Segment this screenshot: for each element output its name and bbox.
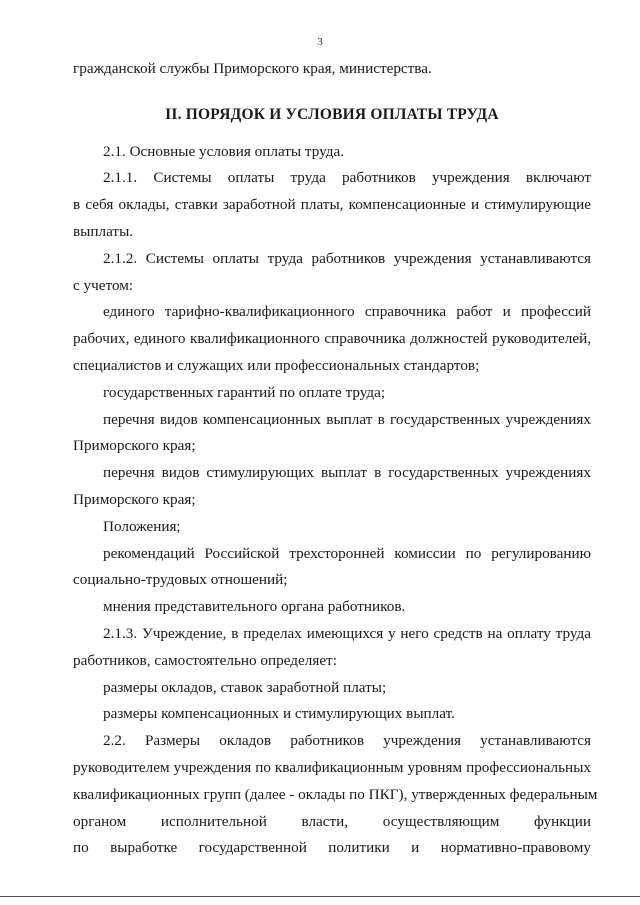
text-line: перечня видов стимулирующих выплат в государственных учреждениях <box>103 464 591 482</box>
text-line: размеры окладов, ставок заработной платы; <box>103 678 387 696</box>
text-line: гражданской службы Приморского края, министерства. <box>73 60 432 77</box>
text-line: квалификационных групп (далее - оклады по ПКГ), утвержденных федеральным <box>73 785 598 803</box>
text-line: 2.1.2. Системы оплаты труда работников учреждения устанавливаются <box>103 249 591 267</box>
text-line: по выработке государственной политики и нормативно-правовому <box>73 839 591 857</box>
text-line: 2.1.3. Учреждение, в пределах имеющихся у него средств на оплату труда <box>103 624 591 642</box>
text-line: 2.1. Основные условия оплаты труда. <box>103 142 345 160</box>
text-line: социально-трудовых отношений; <box>73 571 288 589</box>
text-line: органом исполнительной власти, осуществляющим функции <box>73 812 591 830</box>
text-line: специалистов и служащих или профессиональных стандартов; <box>73 356 480 374</box>
text-line: Приморского края; <box>73 437 196 455</box>
text-line: государственных гарантий по оплате труда; <box>103 383 386 401</box>
text-line: мнения представительного органа работников. <box>103 598 406 616</box>
text-line: выплаты. <box>73 222 134 240</box>
text-line: единого тарифно-квалификационного справочника работ и профессий <box>103 303 591 321</box>
text-line: 2.1.1. Системы оплаты труда работников учреждения включают <box>103 169 591 187</box>
text-line: Положения; <box>103 517 181 535</box>
section-heading: II. ПОРЯДОК И УСЛОВИЯ ОПЛАТЫ ТРУДА <box>165 105 499 123</box>
text-line: рекомендаций Российской трехсторонней комиссии по регулированию <box>103 544 591 562</box>
text-line: руководителем учреждения по квалификационным уровням профессиональных <box>73 758 591 776</box>
text-line: работников, самостоятельно определяет: <box>73 651 337 669</box>
text-line: 2.2. Размеры окладов работников учреждения устанавливаются <box>103 732 591 750</box>
text-line: размеры компенсационных и стимулирующих выплат. <box>103 705 455 723</box>
text-line: рабочих, единого квалификационного справочника должностей руководителей, <box>73 330 591 348</box>
page-number: 3 <box>317 36 323 48</box>
page-bottom-divider <box>0 896 640 897</box>
text-line: с учетом: <box>73 276 134 294</box>
text-line: перечня видов компенсационных выплат в государственных учреждениях <box>103 410 591 428</box>
document-body <box>73 56 598 862</box>
text-line: в себя оклады, ставки заработной платы, компенсационные и стимулирующие <box>73 196 591 214</box>
text-line: Приморского края; <box>73 490 196 508</box>
